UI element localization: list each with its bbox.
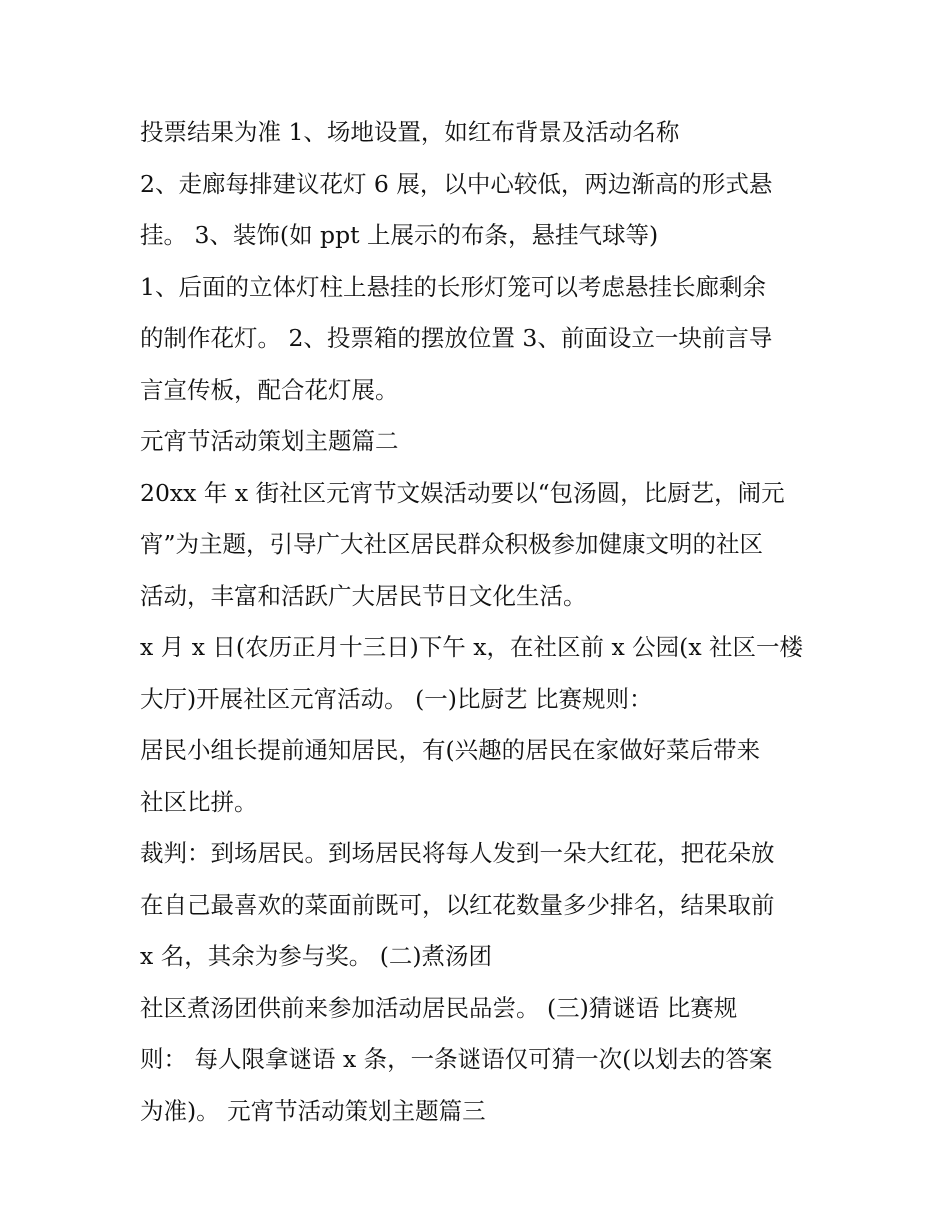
text-line: 则： 每人限拿谜语 x 条，一条谜语仅可猜一次(以划去的答案 xyxy=(140,1045,773,1073)
text-line: 居民小组长提前通知居民，有(兴趣的居民在家做好菜后带来 xyxy=(140,736,761,764)
text-line: 在自己最喜欢的菜面前既可，以红花数量多少排名，结果取前 xyxy=(140,890,775,919)
text-line: 言宣传板，配合花灯展。 xyxy=(140,375,399,404)
text-line: 1、后面的立体灯柱上悬挂的长形灯笼可以考虑悬挂长廊剩余 xyxy=(140,272,766,301)
text-line: 为准)。 元宵节活动策划主题篇三 xyxy=(140,1096,486,1125)
text-line: 20xx 年 x 街社区元宵节文娱活动要以“包汤圆，比厨艺，闹元 xyxy=(140,478,785,507)
text-line: x 月 x 日(农历正月十三日)下午 x，在社区前 x 公园(x 社区一楼 xyxy=(140,633,804,661)
text-line: 的制作花灯。 2、投票箱的摆放位置 3、前面设立一块前言导 xyxy=(140,324,773,352)
text-line: 大厅)开展社区元宵活动。 (一)比厨艺 比赛规则： xyxy=(140,684,653,713)
document-body xyxy=(140,107,840,1137)
text-line: 活动，丰富和活跃广大居民节日文化生活。 xyxy=(140,581,587,610)
text-line: 社区煮汤团供前来参加活动居民品尝。 (三)猜谜语 比赛规 xyxy=(140,993,738,1022)
text-line: 裁判：到场居民。到场居民将每人发到一朵大红花，把花朵放 xyxy=(140,839,775,867)
text-line: 社区比拼。 xyxy=(140,787,258,816)
text-line: x 名，其余为参与奖。 (二)煮汤团 xyxy=(140,942,493,970)
section-heading: 元宵节活动策划主题篇二 xyxy=(140,427,399,455)
text-line: 2、走廊每排建议花灯 6 展，以中心较低，两边渐高的形式悬 xyxy=(140,169,773,198)
text-line: 宵”为主题，引导广大社区居民群众积极参加健康文明的社区 xyxy=(140,530,764,558)
text-line: 投票结果为准 1、场地设置，如红布背景及活动名称 xyxy=(140,118,680,146)
text-line: 挂。 3、装饰(如 ppt 上展示的布条，悬挂气球等) xyxy=(140,221,659,249)
